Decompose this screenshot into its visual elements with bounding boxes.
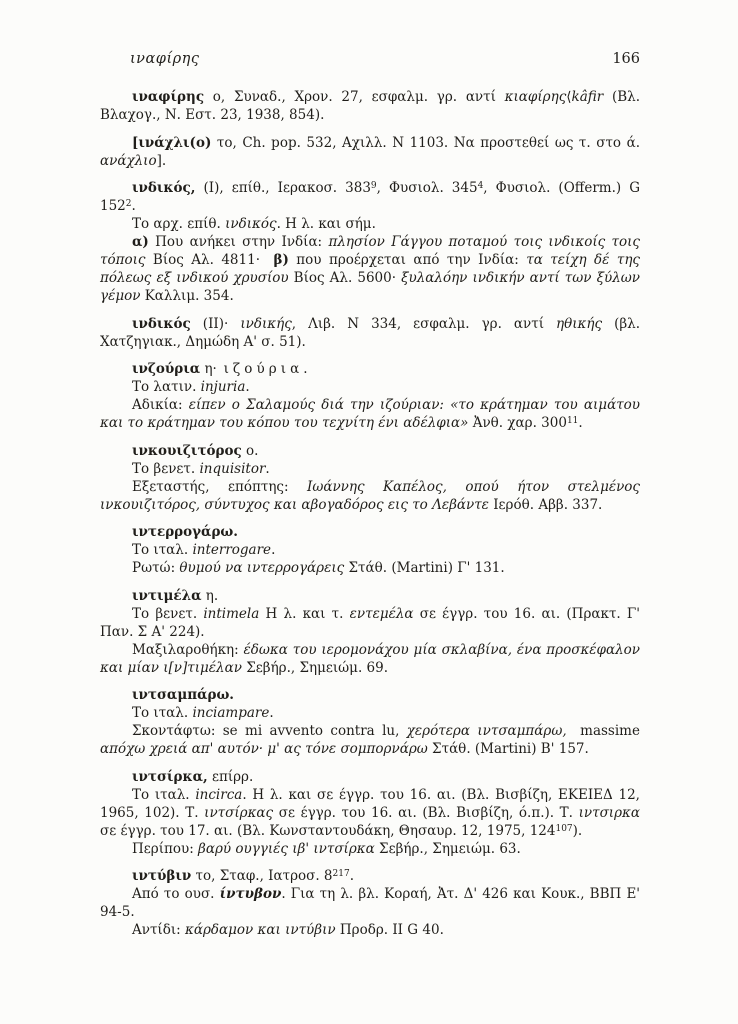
text-run: , Φυσιολ. 345 bbox=[376, 180, 478, 196]
text-run: kâfir bbox=[571, 89, 604, 105]
entry-indikos-1-etymology bbox=[100, 215, 640, 233]
text-run: Μαξιλαροθήκη: bbox=[132, 641, 244, 658]
text-run: , Λιβ. N 334, εσφαλμ. γρ. αντί bbox=[291, 315, 557, 332]
text-run: . bbox=[265, 460, 270, 477]
entry-inkouizitoros-etymology bbox=[100, 460, 640, 478]
text-run: Στάθ. (Martini) Γ' 131. bbox=[344, 560, 505, 576]
text-run: απόχω χρειά απ' αυτόν· μ' ας τόνε σομπορνάρω bbox=[100, 741, 428, 757]
text-run: ινδικός bbox=[225, 216, 277, 232]
text-run: ινζούρια bbox=[132, 361, 201, 377]
text-run: β) bbox=[273, 252, 289, 268]
text-run: , Φυσιολ. (Offerm.) G 152 bbox=[100, 180, 640, 214]
text-run: Ἀνθ. χαρ. 300 bbox=[468, 415, 567, 431]
text-run: . bbox=[271, 542, 276, 558]
entry-inkouizitoros-quote bbox=[100, 478, 640, 514]
text-run: ιντύβιν bbox=[132, 868, 192, 884]
text-run: ). bbox=[572, 822, 583, 839]
text-run: κιαφίρης bbox=[504, 89, 567, 105]
text-run: Στάθ. (Martini) Β' 157. bbox=[427, 741, 589, 757]
text-run: ινδικός, bbox=[132, 180, 196, 196]
entry-intyvin-quote bbox=[100, 921, 640, 939]
text-run: σε έγγρ. του 16. αι. (Βλ. Βισβίζη, ό.π.). Τ. bbox=[273, 804, 579, 821]
text-run: βαρύ ουγγιές ιβ' ιντσίρκα bbox=[198, 840, 375, 857]
text-run: τα τείχη δέ της πόλεως εξ ινδικού χρυσίου bbox=[100, 252, 640, 286]
entry-intsirka-etymology bbox=[100, 786, 640, 840]
entry-intyvin-etymology bbox=[100, 885, 640, 921]
text-run: ινδικής bbox=[240, 315, 292, 332]
text-run: Εξεταστής, επόπτης: bbox=[132, 478, 308, 495]
entry-indikos-2-headline bbox=[100, 315, 640, 351]
text-run: Αντίδι: bbox=[132, 922, 185, 938]
running-head: ιναφίρης bbox=[130, 51, 200, 67]
text-run: . Η λ. και σε έγγρ. του 16. αι. (Βλ. Βισβίζη, ΕΚΕΙΕΔ 12, 1965, 102). Τ. bbox=[100, 786, 640, 821]
text-run: ινκουιζιτόρος bbox=[132, 442, 242, 459]
entry-inzouria-headline bbox=[100, 360, 640, 378]
text-run: η· bbox=[200, 361, 224, 377]
text-run: ανάχλιο bbox=[100, 152, 157, 169]
text-run: (ΙΙ)· bbox=[190, 315, 241, 332]
entry-interrogaro-headline bbox=[100, 523, 640, 541]
text-run: που προέρχεται από την Ινδία: bbox=[288, 252, 527, 268]
text-run: Το ιταλ. bbox=[132, 705, 193, 721]
text-run: σε έγγρ. του 17. αι. (Βλ. Κωνσταντουδάκη, Θησαυρ. 12, 1975, 124 bbox=[100, 822, 556, 839]
text-run: [ινάχλι(ο) bbox=[132, 134, 212, 151]
text-run: (βλ. Χατζηγιακ., Δημώδη Α' σ. 51). bbox=[100, 315, 640, 350]
text-run: επίρρ. bbox=[207, 768, 254, 785]
entry-intimela-quote bbox=[100, 641, 640, 677]
text-run: α) bbox=[132, 234, 149, 250]
text-run: εντεμέλα bbox=[349, 605, 414, 622]
text-run: . bbox=[578, 415, 583, 431]
text-run: Το ιταλ. bbox=[132, 542, 193, 558]
entry-intyvin-headline bbox=[100, 867, 640, 885]
text-run: ο, Συναδ., Χρον. 27, εσφαλμ. γρ. αντί bbox=[204, 89, 505, 105]
entry-intsirka-headline bbox=[100, 768, 640, 786]
entry-intsirka-quote bbox=[100, 840, 640, 858]
text-run: 11 bbox=[566, 416, 579, 426]
text-run: πλησίον Γάγγου ποταμού τοις ινδικοίς τοις τόποις bbox=[100, 234, 640, 268]
text-run: 9 bbox=[370, 181, 377, 191]
text-run: είπεν ο Σαλαμούς διά την ιζούριαν: «το κράτημαν του αιμάτου και το κράτημαν του κόπου του τεχνίτη ένι αδέλφια» bbox=[100, 397, 641, 431]
entry-indikos-1-senses bbox=[100, 233, 640, 305]
text-run: ο. bbox=[241, 442, 259, 459]
entry-inkouizitoros-headline bbox=[100, 442, 640, 460]
text-run: . bbox=[269, 705, 274, 721]
text-run: Το βενετ. bbox=[132, 460, 200, 477]
text-run: ινδικός bbox=[132, 315, 191, 332]
entry-inzouria-etymology bbox=[100, 378, 640, 396]
entry-interrogaro-etymology bbox=[100, 541, 640, 559]
text-run: ιζούρια bbox=[223, 361, 304, 377]
text-run: . bbox=[349, 868, 354, 884]
entry-inafiris-headline bbox=[100, 88, 640, 124]
text-run: Βίος Αλ. 4811· bbox=[145, 252, 274, 268]
entry-inzouria-quote bbox=[100, 396, 640, 432]
text-run: intimela bbox=[203, 605, 260, 622]
text-run: χερότερα ιντσαμπάρω, bbox=[406, 723, 567, 739]
text-run: Σεβήρ., Σημειώμ. 69. bbox=[241, 659, 388, 676]
text-run: το, Σταφ., Ιατροσ. 8 bbox=[191, 868, 333, 884]
text-run: κάρδαμον και ιντύβιν bbox=[184, 922, 336, 938]
text-run: 4 bbox=[477, 181, 484, 191]
text-run: ⟨ bbox=[566, 89, 572, 105]
entry-intimela-etymology bbox=[100, 605, 640, 641]
text-run: Το ιταλ. bbox=[132, 786, 196, 803]
text-run: 107 bbox=[555, 823, 573, 834]
text-run: Αδικία: bbox=[132, 397, 189, 413]
entry-intsamparo-quote bbox=[100, 722, 640, 758]
text-run: interrogare bbox=[192, 542, 272, 558]
entry-intimela-headline bbox=[100, 587, 640, 605]
entry-intsamparo-etymology bbox=[100, 704, 640, 722]
page-body bbox=[100, 88, 640, 939]
text-run: Περίπου: bbox=[132, 840, 199, 857]
text-run: ηθικής bbox=[556, 315, 603, 332]
text-run: 217 bbox=[332, 869, 350, 879]
entry-intsamparo-headline bbox=[100, 686, 640, 704]
text-run: inquisitor bbox=[199, 460, 266, 477]
text-run: έδωκα του ιερομονάχου μία σκλαβίνα, ένα προσκέφαλον και μίαν ι[ν]τιμέλαν bbox=[100, 641, 640, 676]
text-run: η. bbox=[201, 587, 219, 604]
text-run: Το βενετ. bbox=[132, 605, 204, 622]
text-run: . Για τη λ. βλ. Κοραή, Ἀτ. Δ' 426 και Κουκ., ΒΒΠ Ε' 94-5. bbox=[100, 886, 641, 920]
text-run: incirca bbox=[195, 786, 243, 803]
text-run: θυμού να ιντερρογάρεις bbox=[179, 560, 345, 576]
entry-indikos-1-headline bbox=[100, 179, 640, 215]
text-run: . Η λ. και σήμ. bbox=[276, 216, 376, 232]
text-run: injuria bbox=[200, 379, 246, 395]
text-run: το, Ch. pop. 532, Αχιλλ. N 1103. Να προστεθεί ως τ. στο ά. bbox=[211, 134, 640, 151]
text-run: massime bbox=[566, 723, 640, 739]
text-run: Που ανήκει στην Ινδία: bbox=[148, 234, 329, 250]
text-run: Η λ. και τ. bbox=[259, 605, 350, 622]
text-run: (Βλ. Βλαχογ., Ν. Εστ. 23, 1938, 854). bbox=[100, 89, 640, 123]
text-run: Καλλιμ. 354. bbox=[140, 288, 234, 304]
text-run: ιντσαμπάρω. bbox=[132, 687, 235, 703]
text-run: 2 bbox=[125, 199, 132, 209]
text-run: inciampare bbox=[192, 705, 270, 721]
text-run: Ιερόθ. Αββ. 337. bbox=[488, 496, 603, 513]
text-run: Βίος Αλ. 5600· bbox=[288, 270, 402, 286]
page-number: 166 bbox=[612, 51, 640, 67]
text-run: Από το ουσ. bbox=[132, 886, 220, 902]
text-run: (Ι), επίθ., Ιερακοσ. 383 bbox=[195, 180, 371, 196]
text-run: ιντερρογάρω. bbox=[132, 524, 238, 540]
text-run: ]. bbox=[156, 152, 167, 169]
text-run: Σκοντάφτω: se mi avvento contra lu, bbox=[132, 723, 407, 739]
text-run: ιντιμέλα bbox=[132, 587, 202, 604]
text-run: ξυλαλόην ινδικήν αντί των ξύλων γέμον bbox=[100, 270, 640, 304]
text-run: Ρωτώ: bbox=[132, 560, 180, 576]
text-run: . bbox=[303, 361, 308, 377]
text-run: ιντσίρκας bbox=[204, 804, 274, 821]
text-run: ιναφίρης bbox=[132, 89, 205, 105]
text-run: Προδρ. II G 40. bbox=[335, 922, 444, 938]
text-run: ιντσιρκα bbox=[578, 804, 640, 821]
text-run: σε έγγρ. του 16. αι. (Πρακτ. Γ' Παν. Σ Α' 224). bbox=[100, 605, 641, 640]
entry-inachlio-headline bbox=[100, 134, 640, 170]
text-run: Ιωάννης Καπέλος, οπού ήτον στελμένος ινκουιζιτόρος, σύντυχος και αβογαδόρος εις το Λεβάντε bbox=[100, 478, 640, 513]
text-run: ίντυβον bbox=[219, 886, 282, 902]
page-header bbox=[130, 50, 640, 68]
text-run: . bbox=[131, 198, 136, 214]
text-run: Το αρχ. επίθ. bbox=[132, 216, 226, 232]
text-run: ιντσίρκα, bbox=[132, 768, 208, 785]
text-run: Το λατιν. bbox=[132, 379, 201, 395]
entry-interrogaro-quote bbox=[100, 559, 640, 577]
text-run: Σεβήρ., Σημειώμ. 63. bbox=[374, 840, 521, 857]
text-run: . bbox=[245, 379, 250, 395]
